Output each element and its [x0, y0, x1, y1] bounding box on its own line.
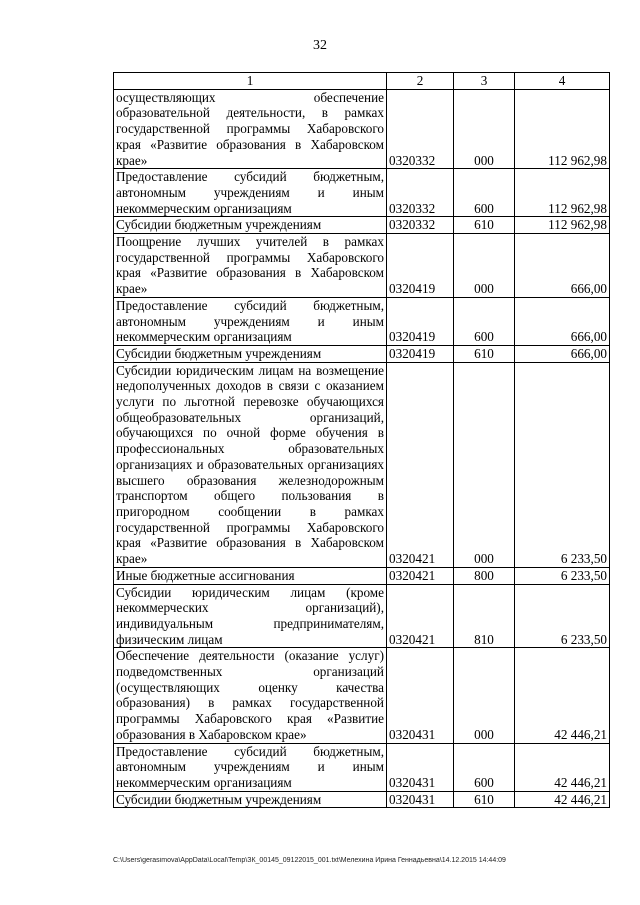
row-name: Предоставление субсидий бюджетным, автономным учреждениям и иным некоммерческим организациям	[114, 297, 387, 345]
row-name: Субсидии бюджетным учреждениям	[114, 345, 387, 362]
row-name: Субсидии бюджетным учреждениям	[114, 791, 387, 808]
row-kind: 000	[454, 362, 515, 567]
row-kind: 000	[454, 89, 515, 169]
row-amount: 42 446,21	[515, 791, 610, 808]
row-code: 0320421	[387, 362, 454, 567]
row-kind: 600	[454, 297, 515, 345]
table-row	[114, 567, 610, 584]
row-code: 0320421	[387, 567, 454, 584]
header-col-3: 3	[454, 73, 515, 90]
row-code: 0320431	[387, 648, 454, 743]
header-col-2: 2	[387, 73, 454, 90]
table-row	[114, 584, 610, 648]
row-kind: 800	[454, 567, 515, 584]
row-name: Предоставление субсидий бюджетным, автономным учреждениям и иным некоммерческим организациям	[114, 169, 387, 217]
row-code: 0320419	[387, 345, 454, 362]
row-code: 0320332	[387, 89, 454, 169]
row-amount: 666,00	[515, 234, 610, 298]
page-number: 32	[313, 38, 327, 53]
row-amount: 112 962,98	[515, 169, 610, 217]
row-name: Субсидии юридическим лицам на возмещение недополученных доходов в связи с оказанием услуги по льготной перевозке обучающихся общеобразовательных организаций, обучающихся по очной форме обучения в профессиональных образовательных организациях и образовательных организациях высшего образования железнодорожным транспортом общего пользования в пригородном сообщении в рамках государственной программы Хабаровского края «Развитие образования в Хабаровском крае»	[114, 362, 387, 567]
row-name: осуществляющих обеспечение образовательной деятельности, в рамках государственной программы Хабаровского края «Развитие образования в Хабаровском крае»	[114, 89, 387, 169]
table-row	[114, 234, 610, 298]
row-code: 0320431	[387, 743, 454, 791]
table-row	[114, 217, 610, 234]
row-kind: 610	[454, 217, 515, 234]
table-row	[114, 297, 610, 345]
row-kind: 610	[454, 791, 515, 808]
table-row	[114, 362, 610, 567]
row-kind: 000	[454, 234, 515, 298]
row-code: 0320332	[387, 217, 454, 234]
row-name: Субсидии бюджетным учреждениям	[114, 217, 387, 234]
row-kind: 000	[454, 648, 515, 743]
row-name: Обеспечение деятельности (оказание услуг) подведомственных организаций (осуществляющих оценку качества образования) в рамках государственной программы Хабаровского края «Развитие образования в Хабаровском крае»	[114, 648, 387, 743]
row-code: 0320419	[387, 234, 454, 298]
header-col-1: 1	[114, 73, 387, 90]
row-amount: 112 962,98	[515, 217, 610, 234]
row-amount: 666,00	[515, 345, 610, 362]
table-row	[114, 169, 610, 217]
row-amount: 112 962,98	[515, 89, 610, 169]
row-name: Иные бюджетные ассигнования	[114, 567, 387, 584]
footer-file-path: C:\Users\gerasimova\AppData\Local\Temp\ЗК_00145_09122015_001.txt\Мелехина Ирина Геннадьевна\14.12.2015 14:44:09	[113, 857, 506, 864]
table-row	[114, 89, 610, 169]
budget-table	[113, 72, 610, 808]
row-amount: 6 233,50	[515, 584, 610, 648]
row-code: 0320431	[387, 791, 454, 808]
table-row	[114, 791, 610, 808]
table-row	[114, 345, 610, 362]
row-amount: 42 446,21	[515, 648, 610, 743]
row-kind: 610	[454, 345, 515, 362]
row-kind: 600	[454, 743, 515, 791]
row-name: Предоставление субсидий бюджетным, автономным учреждениям и иным некоммерческим организациям	[114, 743, 387, 791]
table-row	[114, 743, 610, 791]
row-name: Субсидии юридическим лицам (кроме некоммерческих организаций), индивидуальным предпринимателям, физическим лицам	[114, 584, 387, 648]
row-amount: 6 233,50	[515, 362, 610, 567]
row-code: 0320419	[387, 297, 454, 345]
row-amount: 42 446,21	[515, 743, 610, 791]
row-kind: 600	[454, 169, 515, 217]
row-kind: 810	[454, 584, 515, 648]
row-amount: 6 233,50	[515, 567, 610, 584]
row-code: 0320332	[387, 169, 454, 217]
table-header-row	[114, 73, 610, 90]
row-code: 0320421	[387, 584, 454, 648]
row-name: Поощрение лучших учителей в рамках государственной программы Хабаровского края «Развитие образования в Хабаровском крае»	[114, 234, 387, 298]
header-col-4: 4	[515, 73, 610, 90]
row-amount: 666,00	[515, 297, 610, 345]
table-row	[114, 648, 610, 743]
